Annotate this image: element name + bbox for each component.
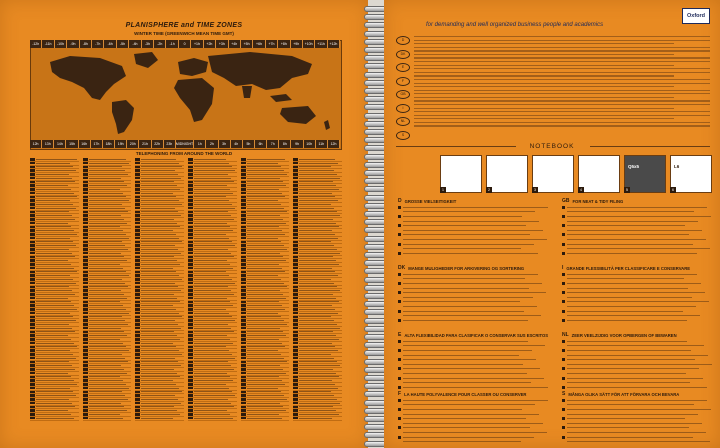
section-body [398, 205, 548, 256]
page-type-thumbnails [440, 155, 712, 193]
language-code: I [396, 104, 410, 113]
text-line [414, 79, 710, 80]
planisphere-subtitle: WINTER TIME (GREENWICH MEAN TIME GMT) [134, 31, 234, 36]
directory-entry [293, 417, 342, 421]
timezone-label-bottom: 17h [91, 140, 103, 148]
page-type-thumbnail [578, 155, 620, 193]
page-type-thumbnail [440, 155, 482, 193]
timezone-label-bottom: 6h [255, 140, 267, 148]
section-title: MANGE MULIGHEDER FOR ARKIVERING OG SORTERING [408, 265, 525, 271]
text-line [414, 72, 710, 73]
timezone-label-top: -5h [117, 40, 129, 48]
timezone-label-top: -6h [104, 40, 116, 48]
text-line [414, 43, 674, 44]
section-title: GROSSE VIELSEITIGKEIT [404, 198, 457, 204]
language-code: NL [396, 117, 410, 126]
intro-text-block [414, 36, 710, 129]
section-bullet-line [398, 318, 548, 323]
world-map [30, 48, 340, 140]
section-heading [398, 198, 456, 204]
directory-entry [30, 417, 79, 421]
section-body [398, 339, 548, 390]
timezone-label-top: +7h [266, 40, 278, 48]
timezone-label-bottom: 16h [79, 140, 91, 148]
timezone-label-top: +2h [204, 40, 216, 48]
text-line [414, 104, 710, 105]
text-line [414, 115, 710, 116]
timezone-label-top: +3h [216, 40, 228, 48]
section-body [562, 398, 712, 444]
section-heading [562, 391, 679, 397]
text-line [414, 36, 710, 37]
language-code-list [396, 36, 410, 140]
timezone-label-bottom: 9h [291, 140, 303, 148]
timezone-label-bottom: 21h [139, 140, 151, 148]
timezone-label-bottom: 10h [304, 140, 316, 148]
page-type-thumbnail [486, 155, 528, 193]
text-line [414, 54, 674, 55]
timezone-label-bottom: 23h [164, 140, 176, 148]
text-line [414, 122, 710, 123]
timezone-row-bottom [30, 140, 340, 148]
section-bullet-line [562, 251, 712, 256]
timezone-label-bottom: 19h [115, 140, 127, 148]
timezone-label-top: +1h [191, 40, 203, 48]
text-line [414, 86, 674, 87]
timezone-label-bottom: 4h [231, 140, 243, 148]
timezone-label-top: +12h [328, 40, 340, 48]
language-code: S [396, 131, 410, 140]
timezone-label-top: -8h [80, 40, 92, 48]
timezone-label-top: -2h [154, 40, 166, 48]
section-bullet-line [562, 385, 712, 390]
timezone-label-bottom: 3h [219, 140, 231, 148]
directory-column [30, 158, 79, 420]
section-heading [398, 332, 548, 338]
language-code: DK [396, 50, 410, 59]
directory-column [188, 158, 237, 420]
telephone-title: TELEPHONING FROM AROUND THE WORLD [135, 151, 233, 156]
timezone-label-bottom: 11h [316, 140, 328, 148]
timezone-label-bottom: MIDNIGHT [175, 142, 194, 146]
thumbnail-format-label: Q5x5 [628, 164, 640, 169]
text-line [414, 57, 710, 58]
timezone-label-top: +10h [303, 40, 315, 48]
section-bullet-line [398, 439, 548, 444]
section-body [562, 339, 712, 390]
timezone-label-top: +11h [315, 40, 327, 48]
section-title: LA HAUTE POLYVALENCE POUR CLASSER OU CONSERVER [404, 391, 527, 397]
language-code: GB [396, 90, 410, 99]
text-line [414, 61, 710, 62]
section-bullet-line [562, 439, 712, 444]
thumbnail-number: 5 [624, 187, 630, 193]
notebook-title: NOTEBOOK [529, 143, 575, 150]
text-line [414, 108, 674, 109]
directory-column [135, 158, 184, 420]
section-body [562, 205, 712, 256]
thumbnail-format-label: L6 [674, 164, 680, 169]
timezone-label-top: -11h [42, 40, 54, 48]
section-title: ALTA FLEXIBILIDAD PARA CLASIFICAR O CONSERVAR SUS ESCRITOS [404, 332, 549, 338]
directory-entry [135, 417, 184, 421]
language-code: D [396, 36, 410, 45]
timezone-label-bottom: 2h [206, 140, 218, 148]
timezone-label-top: -9h [67, 40, 79, 48]
text-line [414, 90, 710, 91]
language-code: F [396, 77, 410, 86]
section-code: I [562, 265, 564, 271]
section-heading [562, 265, 690, 271]
timezone-label-bottom: 13h [42, 140, 54, 148]
section-heading [398, 265, 524, 271]
timezone-label-bottom: 22h [152, 140, 164, 148]
timezone-label-top: -1h [166, 40, 178, 48]
timezone-label-top: +4h [229, 40, 241, 48]
timezone-label-top: -3h [142, 40, 154, 48]
timezone-label-bottom: 15h [66, 140, 78, 148]
timezone-label-top: -10h [55, 40, 67, 48]
timezone-label-bottom: 1h [194, 140, 206, 148]
section-code: S [562, 391, 566, 397]
directory-column [83, 158, 132, 420]
section-heading [562, 332, 677, 338]
timezone-label-top: +5h [241, 40, 253, 48]
directory-column [241, 158, 290, 420]
timezone-label-top: +8h [278, 40, 290, 48]
logo-text: Oxford [686, 13, 706, 19]
directory-column [293, 158, 342, 420]
section-title: FOR NEAT & TIDY FILING [572, 198, 624, 204]
timezone-label-bottom: 7h [267, 140, 279, 148]
text-line [414, 83, 710, 84]
telephone-directory [30, 158, 342, 420]
timezone-label-top: -4h [129, 40, 141, 48]
text-line [414, 97, 674, 98]
section-heading [562, 198, 623, 204]
section-title: MÅNGA OLIKA SÄTT FÖR ATT FÖRVARA OCH BEVARA [568, 391, 680, 397]
timezone-row-top [30, 40, 340, 48]
directory-entry [83, 417, 132, 421]
timezone-label-top: 0 [179, 40, 191, 48]
section-code: DK [398, 265, 406, 271]
section-code: F [398, 391, 402, 397]
section-body [562, 272, 712, 323]
section-bullet-line [562, 318, 712, 323]
thumbnail-number: 3 [532, 187, 538, 193]
text-line [414, 93, 710, 94]
timezone-label-bottom: 18h [103, 140, 115, 148]
section-heading [398, 391, 526, 397]
thumbnail-number: 1 [440, 187, 446, 193]
text-line [414, 125, 710, 126]
timezone-label-bottom: 12h [30, 140, 42, 148]
page-type-thumbnail [624, 155, 666, 193]
text-line [414, 47, 710, 48]
text-line [414, 50, 710, 51]
tagline: for demanding and well organized business people and academics [426, 22, 604, 28]
directory-entry [188, 417, 237, 421]
timezone-label-bottom: 12h [328, 140, 340, 148]
timezone-label-bottom: 8h [279, 140, 291, 148]
timezone-label-top: +6h [253, 40, 265, 48]
section-body [398, 398, 548, 444]
timezone-label-bottom: 14h [54, 140, 66, 148]
timezone-label-bottom: 5h [243, 140, 255, 148]
thumbnail-number: 2 [486, 187, 492, 193]
thumbnail-number: 4 [578, 187, 584, 193]
text-line [414, 111, 710, 112]
timezone-label-bottom: 20h [127, 140, 139, 148]
timezone-label-top: +9h [291, 40, 303, 48]
text-line [414, 100, 710, 101]
notebook-rule-right [590, 146, 710, 147]
section-bullet-line [398, 385, 548, 390]
section-code: NL [562, 332, 569, 338]
text-line [414, 118, 674, 119]
directory-entry [241, 417, 290, 421]
oxford-logo [682, 8, 710, 24]
section-body [398, 272, 548, 323]
section-bullet-line [398, 251, 548, 256]
page-type-thumbnail [670, 155, 712, 193]
page-type-thumbnail [532, 155, 574, 193]
text-line [414, 75, 674, 76]
text-line [414, 40, 710, 41]
planisphere-title: PLANISPHERE and TIME ZONES [125, 22, 243, 29]
thumbnail-number: 6 [670, 187, 676, 193]
timezone-label-top: -7h [92, 40, 104, 48]
section-title: GRANDE FLESSIBILITÀ PER CLASSIFICARE E CONSERVARE [566, 265, 691, 271]
text-line [414, 65, 674, 66]
section-code: E [398, 332, 402, 338]
section-title: ZEER VEELZIJDIG VOOR OPBERGEN OF BEWAREN [571, 332, 677, 338]
section-code: D [398, 198, 402, 204]
language-code: E [396, 63, 410, 72]
timezone-label-top: -12h [30, 40, 42, 48]
section-code: GB [562, 198, 570, 204]
text-line [414, 68, 710, 69]
